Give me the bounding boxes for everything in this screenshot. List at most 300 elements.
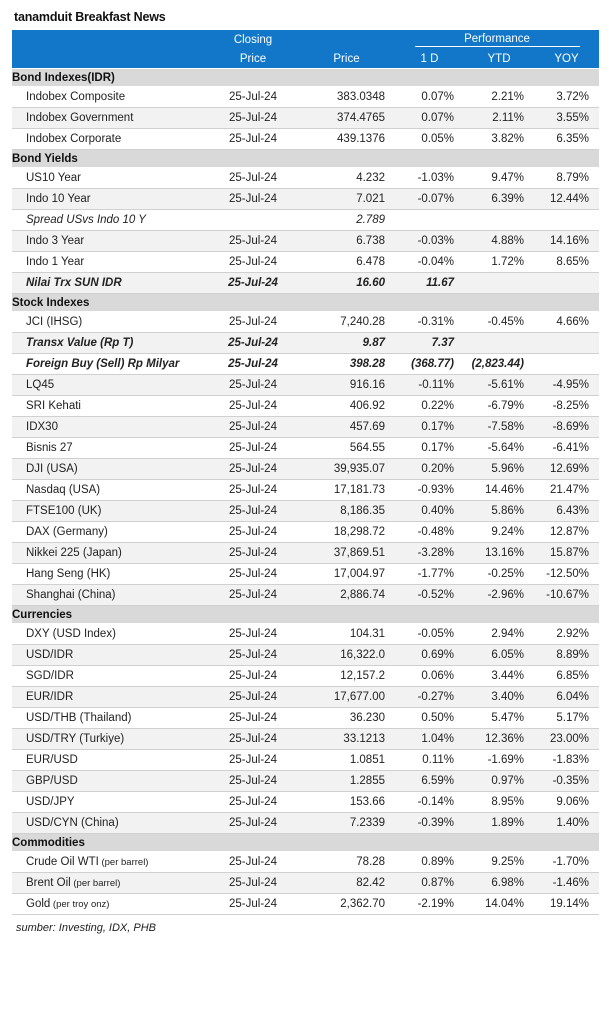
header-group-closing: Closing <box>208 30 298 49</box>
cell-price: 383.0348 <box>298 87 395 108</box>
cell-price: 36.230 <box>298 708 395 729</box>
cell-date: 25-Jul-24 <box>208 459 298 480</box>
row-label <box>12 189 208 210</box>
cell-price: 7,240.28 <box>298 312 395 333</box>
row-label-text: FTSE100 (UK) <box>26 505 102 517</box>
table-row <box>12 273 599 294</box>
row-label-text: Foreign Buy (Sell) Rp Milyar <box>26 358 180 370</box>
row-label <box>12 168 208 189</box>
cell-yoy: 15.87% <box>534 543 599 564</box>
cell-1d: 1.04% <box>395 729 464 750</box>
cell-ytd: 8.95% <box>464 792 534 813</box>
row-label <box>12 273 208 294</box>
row-label-text: US10 Year <box>26 172 81 184</box>
cell-price: 6.738 <box>298 231 395 252</box>
row-label <box>12 645 208 666</box>
cell-1d: -0.04% <box>395 252 464 273</box>
page-title: tanamduit Breakfast News <box>14 10 166 24</box>
cell-price: 17,677.00 <box>298 687 395 708</box>
cell-1d: 0.17% <box>395 417 464 438</box>
row-label <box>12 624 208 645</box>
table-row <box>12 87 599 108</box>
cell-price: 457.69 <box>298 417 395 438</box>
cell-date: 25-Jul-24 <box>208 771 298 792</box>
row-label <box>12 522 208 543</box>
table-row <box>12 585 599 606</box>
row-label-text: Brent Oil <box>26 877 71 889</box>
header-group-performance <box>395 30 599 49</box>
table-row <box>12 501 599 522</box>
section-title: Bond Indexes(IDR) <box>12 69 599 87</box>
cell-1d: 0.07% <box>395 87 464 108</box>
cell-price: 78.28 <box>298 852 395 873</box>
table-header <box>12 30 599 69</box>
cell-yoy: -6.41% <box>534 438 599 459</box>
cell-ytd: -2.96% <box>464 585 534 606</box>
row-label-text: Nikkei 225 (Japan) <box>26 547 122 559</box>
cell-date: 25-Jul-24 <box>208 624 298 645</box>
header-group-row <box>12 30 599 49</box>
cell-1d: -0.11% <box>395 375 464 396</box>
row-label <box>12 894 208 915</box>
cell-date: 25-Jul-24 <box>208 750 298 771</box>
row-label <box>12 354 208 375</box>
row-label <box>12 252 208 273</box>
cell-1d: -0.03% <box>395 231 464 252</box>
cell-1d: 0.22% <box>395 396 464 417</box>
cell-ytd: 9.47% <box>464 168 534 189</box>
cell-1d: -0.48% <box>395 522 464 543</box>
cell-price: 374.4765 <box>298 108 395 129</box>
cell-date: 25-Jul-24 <box>208 522 298 543</box>
cell-ytd: 1.72% <box>464 252 534 273</box>
cell-yoy: 5.17% <box>534 708 599 729</box>
cell-ytd: 4.88% <box>464 231 534 252</box>
table-row <box>12 624 599 645</box>
cell-ytd: (2,823.44) <box>464 354 534 375</box>
table-row <box>12 666 599 687</box>
cell-ytd: -0.45% <box>464 312 534 333</box>
table-row <box>12 792 599 813</box>
cell-ytd: 5.86% <box>464 501 534 522</box>
cell-yoy: -1.83% <box>534 750 599 771</box>
cell-price: 37,869.51 <box>298 543 395 564</box>
cell-ytd: 2.11% <box>464 108 534 129</box>
cell-ytd: -6.79% <box>464 396 534 417</box>
cell-ytd: 3.44% <box>464 666 534 687</box>
row-label-text: Shanghai (China) <box>26 589 116 601</box>
cell-yoy: 6.43% <box>534 501 599 522</box>
cell-date: 25-Jul-24 <box>208 501 298 522</box>
row-label <box>12 666 208 687</box>
section-title: Bond Yields <box>12 150 599 168</box>
cell-1d: 0.17% <box>395 438 464 459</box>
cell-date: 25-Jul-24 <box>208 687 298 708</box>
row-label <box>12 396 208 417</box>
cell-yoy: 6.35% <box>534 129 599 150</box>
section-header-row <box>12 150 599 168</box>
cell-date: 25-Jul-24 <box>208 543 298 564</box>
cell-date: 25-Jul-24 <box>208 396 298 417</box>
row-label <box>12 312 208 333</box>
cell-yoy: 19.14% <box>534 894 599 915</box>
cell-price: 39,935.07 <box>298 459 395 480</box>
table-row <box>12 771 599 792</box>
cell-ytd <box>464 273 534 294</box>
cell-yoy: 8.65% <box>534 252 599 273</box>
table-row <box>12 189 599 210</box>
table-row <box>12 417 599 438</box>
table-row <box>12 168 599 189</box>
cell-date: 25-Jul-24 <box>208 231 298 252</box>
cell-date: 25-Jul-24 <box>208 189 298 210</box>
row-label <box>12 480 208 501</box>
row-label <box>12 375 208 396</box>
cell-yoy: 23.00% <box>534 729 599 750</box>
section-header-row <box>12 834 599 852</box>
cell-yoy: 1.40% <box>534 813 599 834</box>
row-label-unit: (per barrel) <box>98 857 149 868</box>
cell-date: 25-Jul-24 <box>208 438 298 459</box>
cell-ytd: 2.21% <box>464 87 534 108</box>
cell-yoy: 2.92% <box>534 624 599 645</box>
cell-price: 16.60 <box>298 273 395 294</box>
row-label-text: SRI Kehati <box>26 400 81 412</box>
cell-date: 25-Jul-24 <box>208 729 298 750</box>
cell-1d: 0.06% <box>395 666 464 687</box>
cell-yoy: 12.69% <box>534 459 599 480</box>
row-label <box>12 585 208 606</box>
row-label-text: EUR/USD <box>26 754 78 766</box>
cell-price: 2,886.74 <box>298 585 395 606</box>
row-label <box>12 543 208 564</box>
row-label <box>12 729 208 750</box>
cell-ytd: 14.46% <box>464 480 534 501</box>
cell-yoy <box>534 354 599 375</box>
row-label-text: DJI (USA) <box>26 463 78 475</box>
cell-date: 25-Jul-24 <box>208 813 298 834</box>
row-label <box>12 771 208 792</box>
cell-yoy <box>534 210 599 231</box>
table-row <box>12 312 599 333</box>
row-label-text: Indobex Government <box>26 112 134 124</box>
cell-1d: -0.27% <box>395 687 464 708</box>
table-row <box>12 375 599 396</box>
row-label-text: Hang Seng (HK) <box>26 568 111 580</box>
cell-ytd: -1.69% <box>464 750 534 771</box>
cell-1d: 0.20% <box>395 459 464 480</box>
section-header-row <box>12 606 599 624</box>
table-row <box>12 333 599 354</box>
cell-price: 398.28 <box>298 354 395 375</box>
cell-1d: -2.19% <box>395 894 464 915</box>
table-row <box>12 687 599 708</box>
cell-1d: 0.87% <box>395 873 464 894</box>
cell-1d: -0.31% <box>395 312 464 333</box>
header-col-ytd: YTD <box>464 49 534 69</box>
cell-date: 25-Jul-24 <box>208 480 298 501</box>
table-row <box>12 396 599 417</box>
header-col-date: Price <box>208 49 298 69</box>
table-row <box>12 522 599 543</box>
cell-price: 439.1376 <box>298 129 395 150</box>
cell-ytd <box>464 333 534 354</box>
cell-1d: -1.03% <box>395 168 464 189</box>
cell-ytd: 5.47% <box>464 708 534 729</box>
cell-yoy: -8.69% <box>534 417 599 438</box>
cell-yoy <box>534 333 599 354</box>
cell-ytd: 12.36% <box>464 729 534 750</box>
row-label-text: Indobex Corporate <box>26 133 122 145</box>
cell-price: 18,298.72 <box>298 522 395 543</box>
cell-yoy: 8.89% <box>534 645 599 666</box>
row-label <box>12 750 208 771</box>
row-label-text: Indo 3 Year <box>26 235 85 247</box>
cell-1d <box>395 210 464 231</box>
cell-ytd: 1.89% <box>464 813 534 834</box>
cell-yoy: 21.47% <box>534 480 599 501</box>
cell-date: 25-Jul-24 <box>208 645 298 666</box>
row-label-text: Indo 1 Year <box>26 256 85 268</box>
cell-date: 25-Jul-24 <box>208 585 298 606</box>
table-row <box>12 750 599 771</box>
row-label <box>12 438 208 459</box>
cell-1d: -3.28% <box>395 543 464 564</box>
table-row <box>12 438 599 459</box>
row-label-text: JCI (IHSG) <box>26 316 83 328</box>
row-label <box>12 813 208 834</box>
cell-date: 25-Jul-24 <box>208 708 298 729</box>
row-label-text: DAX (Germany) <box>26 526 108 538</box>
cell-ytd: 13.16% <box>464 543 534 564</box>
row-label <box>12 108 208 129</box>
table-row <box>12 564 599 585</box>
row-label <box>12 708 208 729</box>
cell-yoy: -12.50% <box>534 564 599 585</box>
row-label <box>12 501 208 522</box>
row-label <box>12 129 208 150</box>
cell-ytd: -5.61% <box>464 375 534 396</box>
header-blank <box>12 30 208 49</box>
header-col-name <box>12 49 208 69</box>
row-label-text: Gold <box>26 898 51 910</box>
cell-ytd: 14.04% <box>464 894 534 915</box>
table-row <box>12 129 599 150</box>
market-data-table <box>12 30 599 915</box>
cell-1d: 0.11% <box>395 750 464 771</box>
cell-price: 12,157.2 <box>298 666 395 687</box>
table-body <box>12 69 599 915</box>
source-note: sumber: Investing, IDX, PHB <box>16 922 156 934</box>
table-row <box>12 543 599 564</box>
cell-date: 25-Jul-24 <box>208 129 298 150</box>
cell-yoy: 14.16% <box>534 231 599 252</box>
cell-yoy: -8.25% <box>534 396 599 417</box>
cell-price: 916.16 <box>298 375 395 396</box>
cell-price: 104.31 <box>298 624 395 645</box>
section-title: Currencies <box>12 606 599 624</box>
cell-ytd: 9.25% <box>464 852 534 873</box>
cell-price: 7.2339 <box>298 813 395 834</box>
section-title: Stock Indexes <box>12 294 599 312</box>
row-label-text: USD/IDR <box>26 649 74 661</box>
cell-yoy: -0.35% <box>534 771 599 792</box>
cell-yoy: 3.55% <box>534 108 599 129</box>
cell-date: 25-Jul-24 <box>208 273 298 294</box>
cell-date: 25-Jul-24 <box>208 852 298 873</box>
row-label-text: USD/CYN (China) <box>26 817 119 829</box>
cell-yoy: 3.72% <box>534 87 599 108</box>
cell-ytd: -7.58% <box>464 417 534 438</box>
cell-ytd: 2.94% <box>464 624 534 645</box>
cell-yoy: 12.87% <box>534 522 599 543</box>
cell-price: 7.021 <box>298 189 395 210</box>
cell-date: 25-Jul-24 <box>208 564 298 585</box>
cell-1d: -0.52% <box>395 585 464 606</box>
cell-price: 2,362.70 <box>298 894 395 915</box>
table-row <box>12 645 599 666</box>
cell-ytd: 5.96% <box>464 459 534 480</box>
table-row <box>12 852 599 873</box>
row-label-text: Transx Value (Rp T) <box>26 337 134 349</box>
table-row <box>12 729 599 750</box>
header-col-price: Price <box>298 49 395 69</box>
table-row <box>12 210 599 231</box>
cell-ytd: -0.25% <box>464 564 534 585</box>
cell-ytd: 6.98% <box>464 873 534 894</box>
header-col-row <box>12 49 599 69</box>
row-label <box>12 459 208 480</box>
cell-yoy: -4.95% <box>534 375 599 396</box>
row-label-text: GBP/USD <box>26 775 78 787</box>
cell-date: 25-Jul-24 <box>208 375 298 396</box>
cell-ytd: 9.24% <box>464 522 534 543</box>
cell-date: 25-Jul-24 <box>208 792 298 813</box>
header-col-1d: 1 D <box>395 49 464 69</box>
row-label-text: LQ45 <box>26 379 55 391</box>
cell-price: 406.92 <box>298 396 395 417</box>
cell-price: 17,004.97 <box>298 564 395 585</box>
cell-date: 25-Jul-24 <box>208 873 298 894</box>
cell-yoy: 8.79% <box>534 168 599 189</box>
cell-1d: -1.77% <box>395 564 464 585</box>
row-label-text: Nasdaq (USA) <box>26 484 101 496</box>
row-label-text: DXY (USD Index) <box>26 628 116 640</box>
cell-yoy: -1.46% <box>534 873 599 894</box>
row-label <box>12 210 208 231</box>
cell-date: 25-Jul-24 <box>208 417 298 438</box>
cell-yoy: -10.67% <box>534 585 599 606</box>
cell-yoy: 12.44% <box>534 189 599 210</box>
cell-1d: -0.07% <box>395 189 464 210</box>
table-row <box>12 252 599 273</box>
cell-1d: -0.14% <box>395 792 464 813</box>
row-label-text: USD/JPY <box>26 796 75 808</box>
cell-yoy: 6.04% <box>534 687 599 708</box>
cell-date: 25-Jul-24 <box>208 333 298 354</box>
row-label-text: IDX30 <box>26 421 58 433</box>
cell-yoy: -1.70% <box>534 852 599 873</box>
cell-1d: -0.05% <box>395 624 464 645</box>
row-label-text: Indo 10 Year <box>26 193 91 205</box>
header-col-yoy: YOY <box>534 49 599 69</box>
cell-1d: 0.07% <box>395 108 464 129</box>
row-label <box>12 333 208 354</box>
cell-date: 25-Jul-24 <box>208 87 298 108</box>
cell-1d: 0.69% <box>395 645 464 666</box>
row-label <box>12 873 208 894</box>
cell-1d: 7.37 <box>395 333 464 354</box>
cell-ytd: 6.39% <box>464 189 534 210</box>
cell-1d: 11.67 <box>395 273 464 294</box>
row-label-text: EUR/IDR <box>26 691 74 703</box>
row-label <box>12 231 208 252</box>
cell-price: 82.42 <box>298 873 395 894</box>
row-label-unit: (per troy onz) <box>50 899 110 910</box>
cell-price: 153.66 <box>298 792 395 813</box>
cell-date: 25-Jul-24 <box>208 894 298 915</box>
row-label <box>12 87 208 108</box>
cell-1d: 6.59% <box>395 771 464 792</box>
cell-price: 6.478 <box>298 252 395 273</box>
row-label-text: Bisnis 27 <box>26 442 73 454</box>
row-label-text: Nilai Trx SUN IDR <box>26 277 122 289</box>
cell-date: 25-Jul-24 <box>208 168 298 189</box>
cell-ytd: 3.82% <box>464 129 534 150</box>
cell-price: 17,181.73 <box>298 480 395 501</box>
header-group-performance-label: Performance <box>415 33 580 47</box>
cell-price: 9.87 <box>298 333 395 354</box>
row-label-text: Crude Oil WTI <box>26 856 99 868</box>
cell-date: 25-Jul-24 <box>208 354 298 375</box>
cell-1d: 0.05% <box>395 129 464 150</box>
cell-ytd: 0.97% <box>464 771 534 792</box>
cell-price: 4.232 <box>298 168 395 189</box>
cell-ytd <box>464 210 534 231</box>
row-label <box>12 564 208 585</box>
row-label-text: USD/THB (Thailand) <box>26 712 132 724</box>
cell-price: 8,186.35 <box>298 501 395 522</box>
header-blank-2 <box>298 30 395 49</box>
cell-price: 564.55 <box>298 438 395 459</box>
table-row <box>12 894 599 915</box>
cell-yoy <box>534 273 599 294</box>
cell-1d: (368.77) <box>395 354 464 375</box>
cell-price: 1.2855 <box>298 771 395 792</box>
row-label-text: SGD/IDR <box>26 670 74 682</box>
cell-price: 16,322.0 <box>298 645 395 666</box>
row-label <box>12 852 208 873</box>
row-label <box>12 792 208 813</box>
cell-yoy: 4.66% <box>534 312 599 333</box>
cell-price: 33.1213 <box>298 729 395 750</box>
cell-ytd: 6.05% <box>464 645 534 666</box>
row-label <box>12 417 208 438</box>
cell-date: 25-Jul-24 <box>208 666 298 687</box>
table-row <box>12 813 599 834</box>
row-label-unit: (per barrel) <box>70 878 121 889</box>
section-title: Commodities <box>12 834 599 852</box>
cell-1d: 0.89% <box>395 852 464 873</box>
row-label <box>12 687 208 708</box>
cell-1d: 0.40% <box>395 501 464 522</box>
row-label-text: Spread USvs Indo 10 Y <box>26 214 146 226</box>
cell-date: 25-Jul-24 <box>208 252 298 273</box>
cell-price: 1.0851 <box>298 750 395 771</box>
cell-1d: -0.93% <box>395 480 464 501</box>
table-row <box>12 708 599 729</box>
section-header-row <box>12 294 599 312</box>
